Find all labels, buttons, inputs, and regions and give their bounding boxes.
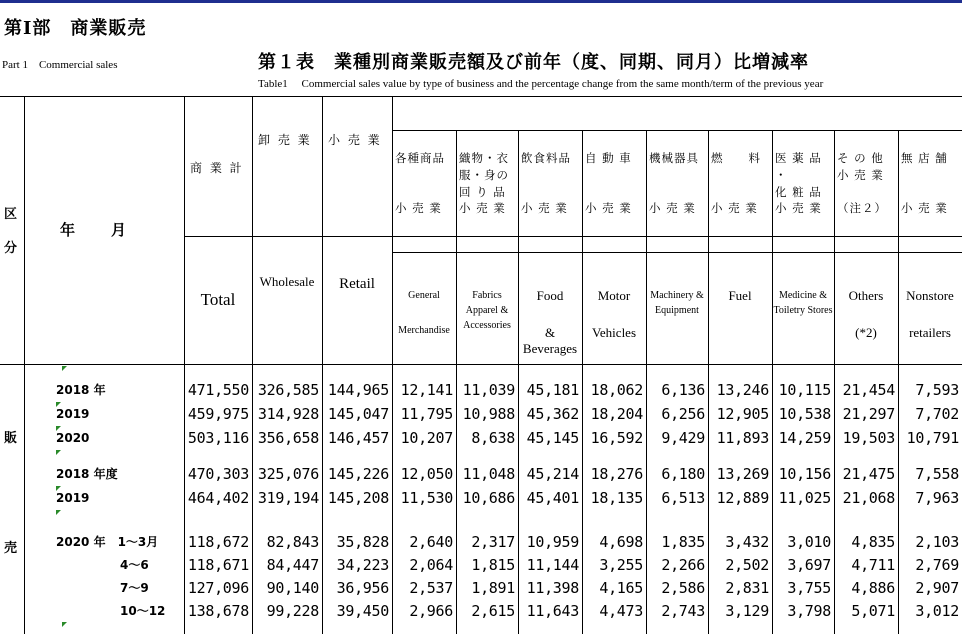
data-cell: 145,047 (327, 405, 389, 423)
data-cell: 118,672 (187, 533, 249, 551)
data-cell: 34,223 (336, 556, 389, 574)
retail-sub-en: Nonstore (906, 288, 954, 303)
grid-vline (252, 96, 253, 634)
data-cell: 35,828 (336, 533, 389, 551)
data-cell: 10,791 (906, 429, 959, 447)
data-cell: 3,010 (787, 533, 831, 551)
row-label: 4～6 (120, 558, 149, 572)
data-cell: 3,129 (725, 602, 769, 620)
data-cell: 11,893 (716, 429, 769, 447)
data-cell: 21,297 (842, 405, 895, 423)
data-cell: 36,956 (336, 579, 389, 597)
retail-sub-jp1: 医 薬 品 (775, 151, 822, 165)
data-cell: 4,165 (599, 579, 643, 597)
data-cell: 10,115 (778, 381, 831, 399)
data-cell: 10,959 (526, 533, 579, 551)
data-cell: 18,062 (590, 381, 643, 399)
grid-hline (0, 364, 962, 365)
retail-sub-jp1: 燃 料 (711, 151, 761, 165)
data-cell: 4,473 (599, 602, 643, 620)
data-cell: 3,432 (725, 533, 769, 551)
data-cell: 503,116 (187, 429, 249, 447)
data-cell: 18,135 (590, 489, 643, 507)
data-cell: 144,965 (327, 381, 389, 399)
data-cell: 45,214 (526, 465, 579, 483)
retail-sub-en2: retailers (909, 325, 951, 340)
data-cell: 13,246 (716, 381, 769, 399)
retail-sub-en: Fuel (728, 288, 752, 303)
top-rule (0, 0, 962, 3)
data-cell: 45,145 (526, 429, 579, 447)
data-cell: 2,502 (725, 556, 769, 574)
cell-marker (56, 426, 61, 431)
data-cell: 39,450 (336, 602, 389, 620)
grid-hline (0, 96, 962, 97)
part-title: 第Ⅰ部 商業販売 (4, 18, 147, 39)
retail-sub-en2: Merchandise (398, 325, 450, 336)
retail-sub-jp2: 小 売 業 (837, 168, 884, 182)
data-cell: 138,678 (187, 602, 249, 620)
retail-sub-jp4: 小 売 業 (775, 201, 822, 215)
data-cell: 2,615 (471, 602, 515, 620)
retail-sub-jp2: 服・身の (459, 168, 509, 182)
side-label: 分 (4, 241, 20, 256)
data-cell: 10,988 (462, 405, 515, 423)
retail-sub-jp3: 回 り 品 (459, 185, 506, 199)
data-cell: 18,204 (590, 405, 643, 423)
data-cell: 11,048 (462, 465, 515, 483)
cell-marker (56, 486, 61, 491)
retail-sub-jp4: 小 売 業 (395, 201, 442, 215)
data-cell: 2,317 (471, 533, 515, 551)
row-label: 2019 (56, 407, 90, 421)
table-title: 第１表 業種別商業販売額及び前年（度、同期、同月）比増減率 (258, 52, 809, 73)
retail-sub-en: Food (536, 288, 564, 303)
grid-hline (392, 252, 962, 253)
data-cell: 6,256 (661, 405, 705, 423)
retail-sub-en2: Vehicles (591, 325, 637, 340)
data-cell: 319,194 (257, 489, 319, 507)
data-cell: 11,144 (526, 556, 579, 574)
data-cell: 12,050 (400, 465, 453, 483)
row-label: 2018 年 (56, 383, 106, 397)
data-cell: 84,447 (266, 556, 319, 574)
data-cell: 6,136 (661, 381, 705, 399)
data-cell: 21,454 (842, 381, 895, 399)
data-cell: 2,586 (661, 579, 705, 597)
grid-vline (184, 96, 185, 634)
data-cell: 3,755 (787, 579, 831, 597)
data-cell: 326,585 (257, 381, 319, 399)
retail-sub-en: Machinery & Equipment (650, 290, 704, 316)
row-label: 2018 年度 (56, 467, 118, 481)
data-cell: 2,743 (661, 602, 705, 620)
data-cell: 6,513 (661, 489, 705, 507)
data-cell: 7,702 (915, 405, 959, 423)
data-cell: 90,140 (266, 579, 319, 597)
cell-marker (56, 402, 61, 407)
data-cell: 7,593 (915, 381, 959, 399)
data-cell: 145,226 (327, 465, 389, 483)
data-cell: 11,039 (462, 381, 515, 399)
data-cell: 5,071 (851, 602, 895, 620)
header-total-jp: 商 業 計 (190, 161, 244, 175)
side-label: 区 (4, 207, 20, 222)
retail-sub-en2: (*2) (855, 325, 877, 340)
data-cell: 2,831 (725, 579, 769, 597)
data-cell: 13,269 (716, 465, 769, 483)
data-cell: 11,025 (778, 489, 831, 507)
data-cell: 11,643 (526, 602, 579, 620)
data-cell: 4,886 (851, 579, 895, 597)
retail-sub-jp2: ・ (775, 168, 788, 182)
data-cell: 145,208 (327, 489, 389, 507)
retail-sub-en2: & Beverages (522, 325, 578, 356)
data-cell: 118,671 (187, 556, 249, 574)
retail-sub-jp4: 小 売 業 (649, 201, 696, 215)
data-cell: 2,640 (409, 533, 453, 551)
data-cell: 470,303 (187, 465, 249, 483)
data-cell: 16,592 (590, 429, 643, 447)
retail-sub-jp4: 小 売 業 (585, 201, 632, 215)
data-cell: 11,530 (400, 489, 453, 507)
data-cell: 12,905 (716, 405, 769, 423)
data-cell: 146,457 (327, 429, 389, 447)
data-cell: 2,537 (409, 579, 453, 597)
data-cell: 325,076 (257, 465, 319, 483)
cell-marker (62, 622, 67, 627)
row-label: 2020 年 1～3月 (56, 535, 159, 549)
data-cell: 11,795 (400, 405, 453, 423)
retail-sub-jp1: 飲食料品 (521, 151, 571, 165)
data-cell: 10,538 (778, 405, 831, 423)
data-cell: 6,180 (661, 465, 705, 483)
data-cell: 21,475 (842, 465, 895, 483)
cell-marker (62, 366, 67, 371)
data-cell: 45,401 (526, 489, 579, 507)
retail-sub-jp1: 機械器具 (649, 151, 699, 165)
grid-vline (322, 96, 323, 634)
data-cell: 3,012 (915, 602, 959, 620)
data-cell: 3,798 (787, 602, 831, 620)
retail-sub-en: Others (848, 288, 884, 303)
data-cell: 459,975 (187, 405, 249, 423)
header-retail-en: Retail (339, 276, 375, 292)
header-retail-jp: 小 売 業 (328, 133, 382, 147)
data-cell: 12,889 (716, 489, 769, 507)
cell-marker (56, 510, 61, 515)
data-cell: 3,697 (787, 556, 831, 574)
data-cell: 2,064 (409, 556, 453, 574)
table-subtitle: Table1 Commercial sales value by type of business and the percentage change from the same month/term of the previous year (258, 78, 824, 90)
data-cell: 99,228 (266, 602, 319, 620)
data-cell: 464,402 (187, 489, 249, 507)
retail-sub-jp1: 自 動 車 (585, 151, 632, 165)
grid-vline (24, 96, 25, 634)
data-cell: 19,503 (842, 429, 895, 447)
data-cell: 8,638 (471, 429, 515, 447)
data-cell: 2,966 (409, 602, 453, 620)
data-cell: 4,698 (599, 533, 643, 551)
data-cell: 2,907 (915, 579, 959, 597)
data-cell: 45,181 (526, 381, 579, 399)
header-total-en: Total (200, 290, 236, 309)
retail-sub-jp3: 化 粧 品 (775, 185, 822, 199)
data-cell: 3,255 (599, 556, 643, 574)
side-label: 販 (4, 431, 20, 446)
retail-sub-en: Medicine & Toiletry Stores (773, 290, 833, 316)
data-cell: 4,711 (851, 556, 895, 574)
grid-hline (392, 130, 962, 131)
row-label: 7～9 (120, 581, 149, 595)
grid-hline (184, 236, 962, 237)
row-label: 2020 (56, 431, 90, 445)
data-cell: 1,815 (471, 556, 515, 574)
data-cell: 7,963 (915, 489, 959, 507)
data-cell: 14,259 (778, 429, 831, 447)
data-cell: 10,156 (778, 465, 831, 483)
side-label: 売 (4, 541, 20, 556)
data-cell: 1,891 (471, 579, 515, 597)
header-wholesale-en: Wholesale (259, 274, 315, 289)
data-cell: 127,096 (187, 579, 249, 597)
retail-sub-en: Fabrics Apparel & Accessories (463, 290, 511, 331)
retail-sub-jp4: 小 売 業 (459, 201, 506, 215)
retail-sub-jp4: 小 売 業 (711, 201, 758, 215)
retail-sub-jp1: 織物・衣 (459, 151, 509, 165)
retail-sub-en: Motor (597, 288, 631, 303)
retail-sub-jp4: 小 売 業 (521, 201, 568, 215)
data-cell: 45,362 (526, 405, 579, 423)
row-label: 10～12 (120, 604, 166, 618)
data-cell: 11,398 (526, 579, 579, 597)
retail-sub-jp1: 各種商品 (395, 151, 445, 165)
data-cell: 2,266 (661, 556, 705, 574)
data-cell: 82,843 (266, 533, 319, 551)
data-cell: 12,141 (400, 381, 453, 399)
retail-sub-en: General (408, 290, 440, 301)
retail-sub-jp1: そ の 他 (837, 151, 884, 165)
data-cell: 356,658 (257, 429, 319, 447)
data-cell: 10,686 (462, 489, 515, 507)
data-cell: 1,835 (661, 533, 705, 551)
data-cell: 2,103 (915, 533, 959, 551)
retail-sub-jp4: 小 売 業 (901, 201, 948, 215)
row-label: 2019 (56, 491, 90, 505)
data-cell: 4,835 (851, 533, 895, 551)
data-cell: 314,928 (257, 405, 319, 423)
part-subtitle: Part 1 Commercial sales (2, 59, 118, 71)
data-cell: 18,276 (590, 465, 643, 483)
cell-marker (56, 450, 61, 455)
header-year-month: 年 月 (60, 221, 129, 239)
header-wholesale-jp: 卸 売 業 (258, 133, 312, 147)
data-cell: 7,558 (915, 465, 959, 483)
data-cell: 471,550 (187, 381, 249, 399)
data-cell: 2,769 (915, 556, 959, 574)
retail-sub-jp4: （注２） (837, 201, 887, 215)
data-cell: 21,068 (842, 489, 895, 507)
data-cell: 9,429 (661, 429, 705, 447)
retail-sub-jp1: 無 店 舗 (901, 151, 948, 165)
data-cell: 10,207 (400, 429, 453, 447)
